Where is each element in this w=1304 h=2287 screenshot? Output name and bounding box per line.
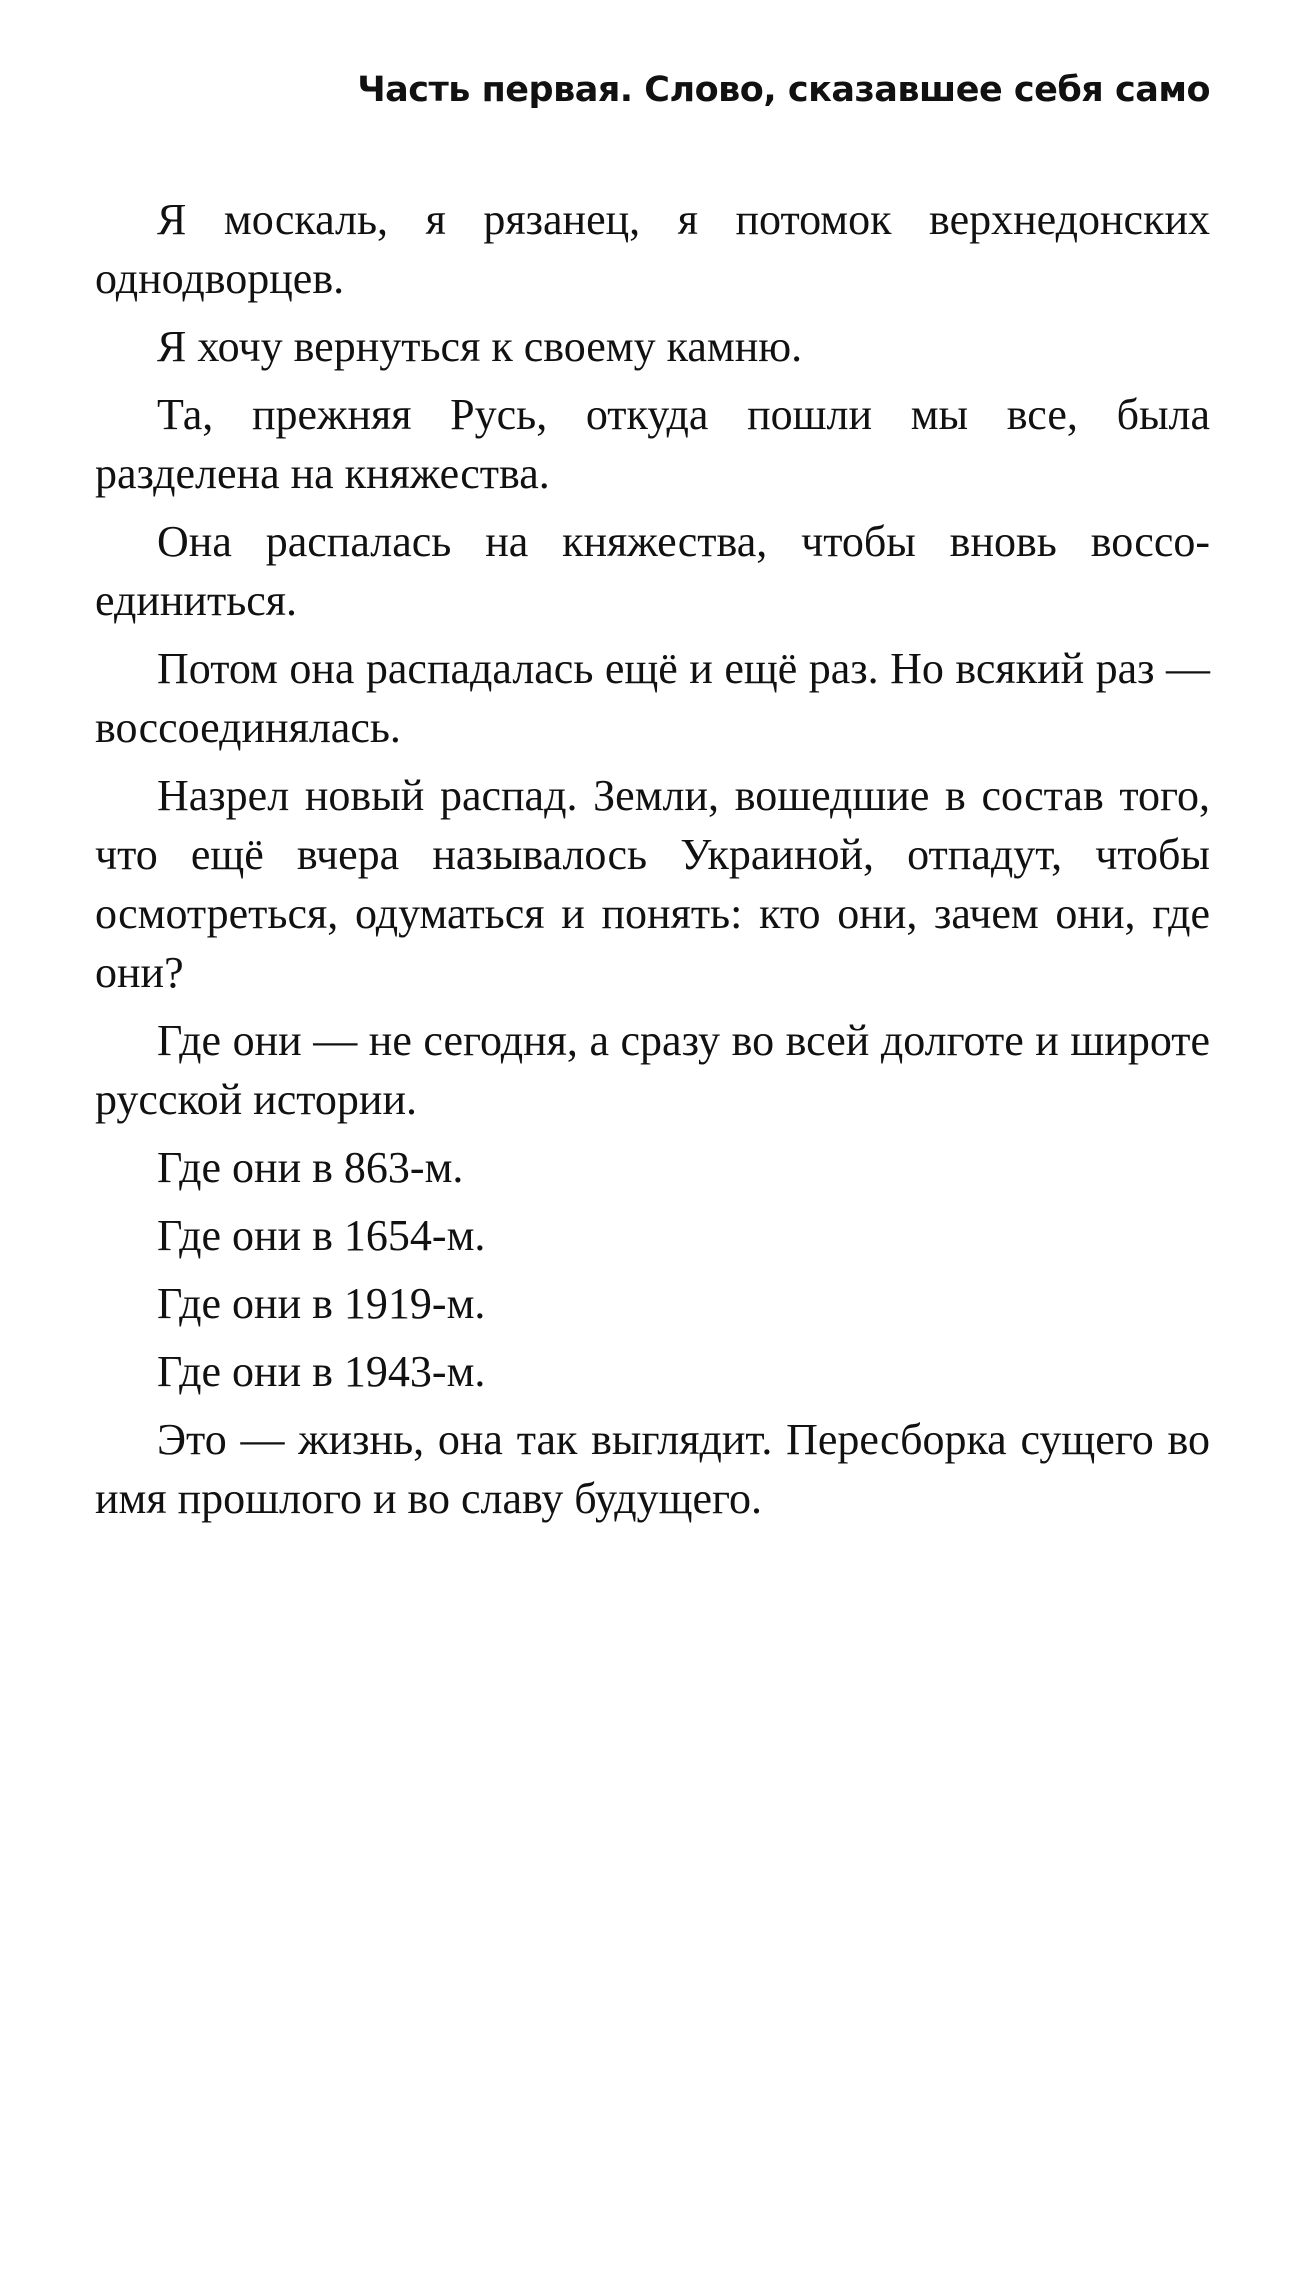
paragraph: Назрел новый распад. Земли, вошедшие в состав того, что ещё вчера называлось Украиной, отпадут, чтобы осмотреться, одуматься и понять: кто они, зачем они, где они? — [95, 771, 1210, 997]
paragraph: Потом она распадалась ещё и ещё раз. Но всякий раз — воссоединялась. — [95, 644, 1210, 752]
paragraph: Она распалась на княжества, чтобы вновь воссоединиться. — [95, 517, 1210, 625]
paragraph: Я москаль, я рязанец, я потомок верхнедонских однодворцев. — [95, 195, 1210, 303]
body-text — [95, 190, 1210, 1537]
paragraph: Где они в 863-м. — [157, 1143, 464, 1192]
paragraph: Где они — не сегодня, а сразу во всей долготе и широте русской истории. — [95, 1016, 1210, 1124]
paragraph: Где они в 1943-м. — [157, 1347, 486, 1396]
paragraph: Где они в 1919-м. — [157, 1279, 486, 1328]
paragraph: Где они в 1654-м. — [157, 1211, 486, 1260]
paragraph: Та, прежняя Русь, откуда пошли мы все, была разделена на княжества. — [95, 390, 1210, 498]
paragraph: Это — жизнь, она так выглядит. Пересборка сущего во имя прошлого и во славу будущего. — [95, 1415, 1210, 1523]
running-header: Часть первая. Слово, сказавшее себя само — [357, 70, 1210, 110]
paragraph: Я хочу вернуться к своему камню. — [157, 322, 803, 371]
